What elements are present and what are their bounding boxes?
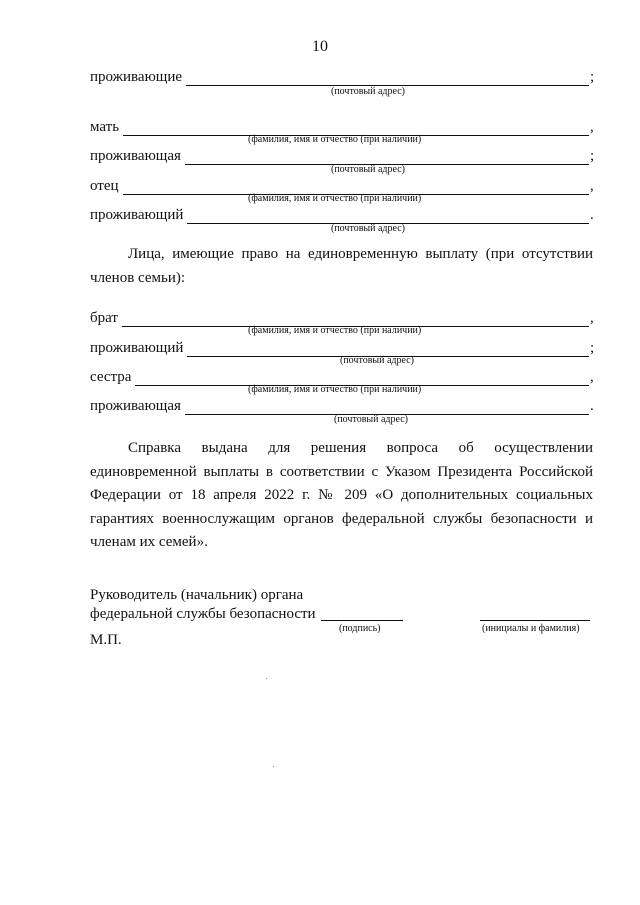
hint-initials-surname: (инициалы и фамилия) <box>482 623 580 634</box>
field-row-residing-plural <box>90 66 596 86</box>
page-number: 10 <box>312 38 328 55</box>
field-punctuation: , <box>590 310 594 326</box>
field-punctuation: , <box>590 369 594 385</box>
field-row-brother <box>90 307 596 327</box>
address-input-line[interactable] <box>185 150 589 165</box>
field-label: сестра <box>90 369 132 385</box>
field-row-sister-address <box>90 395 596 415</box>
field-label: мать <box>90 119 120 135</box>
signature-title-line2: федеральной службы безопасности <box>90 606 316 622</box>
field-label: проживающие <box>90 69 183 85</box>
field-row-sister <box>90 366 596 386</box>
paragraph-certificate-issued: Справка выдана для решения вопроса об осуществлении единовременной выплаты в соответствии с Указом Президента Российской Федерации от 18 апреля 2022 г. № 209 «О дополнительных социальных гарантиях военнослужащим органов федеральной службы безопасности и членам их семей». <box>90 440 593 550</box>
paragraph-heirs: Лица, имеющие право на единовременную выплату (при отсутствии членов семьи): <box>90 246 593 286</box>
name-line[interactable] <box>480 619 590 621</box>
hint-full-name: (фамилия, имя и отчество (при наличии) <box>248 325 422 336</box>
field-label: отец <box>90 178 119 194</box>
field-label: брат <box>90 310 118 326</box>
field-punctuation: , <box>590 119 594 135</box>
signature-title-line1: Руководитель (начальник) органа <box>90 587 304 603</box>
field-punctuation: ; <box>590 69 595 85</box>
scan-speck <box>273 766 274 767</box>
hint-postal-address: (почтовый адрес) <box>334 414 408 425</box>
field-punctuation: , <box>590 178 594 194</box>
address-input-line[interactable] <box>187 209 589 224</box>
field-row-father <box>90 175 596 195</box>
hint-postal-address: (почтовый адрес) <box>331 164 405 175</box>
field-label: проживающая <box>90 148 181 164</box>
stamp-place: М.П. <box>90 632 122 648</box>
field-row-mother <box>90 116 596 136</box>
hint-postal-address: (почтовый адрес) <box>331 223 405 234</box>
field-row-father-address <box>90 204 596 224</box>
field-punctuation: . <box>590 398 594 414</box>
field-row-mother-address <box>90 145 596 165</box>
address-input-line[interactable] <box>185 400 589 415</box>
hint-postal-address: (почтовый адрес) <box>340 355 414 366</box>
signature-line[interactable] <box>321 619 403 621</box>
field-label: проживающий <box>90 207 184 223</box>
hint-postal-address: (почтовый адрес) <box>331 86 405 97</box>
scan-speck <box>266 678 267 679</box>
field-punctuation: ; <box>590 340 595 356</box>
address-input-line[interactable] <box>186 71 589 86</box>
hint-full-name: (фамилия, имя и отчество (при наличии) <box>248 384 422 395</box>
field-punctuation: ; <box>590 148 595 164</box>
field-label: проживающая <box>90 398 181 414</box>
hint-full-name: (фамилия, имя и отчество (при наличии) <box>248 134 422 145</box>
field-punctuation: . <box>590 207 594 223</box>
hint-signature: (подпись) <box>339 623 381 634</box>
field-label: проживающий <box>90 340 184 356</box>
field-row-brother-address <box>90 337 596 357</box>
hint-full-name: (фамилия, имя и отчество (при наличии) <box>248 193 422 204</box>
